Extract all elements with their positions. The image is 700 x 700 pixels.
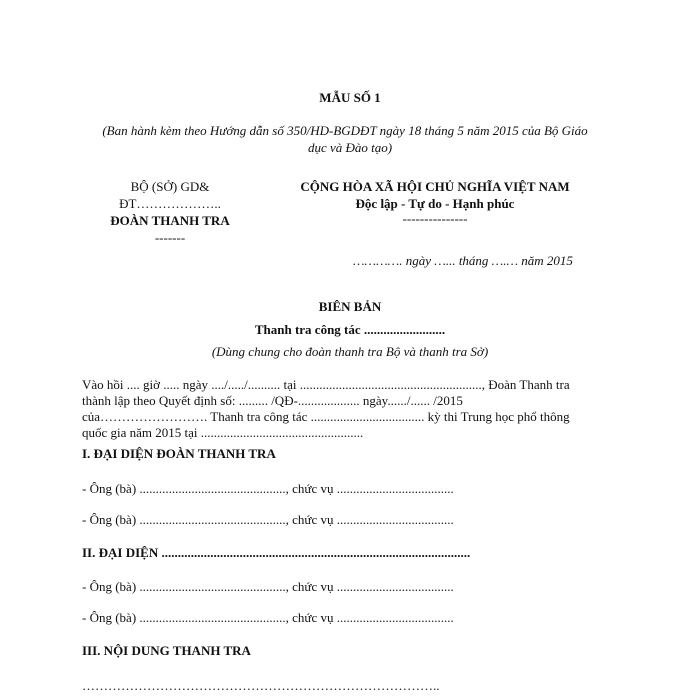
issued-note-line2: dục và Đào tạo) (307, 140, 393, 155)
section1-row: - Ông (bà) ............................................., chức vụ .................................... (82, 481, 454, 496)
section3-heading: III. NỘI DUNG THANH TRA (82, 643, 251, 658)
section2-heading: II. ĐẠI DIỆN ............................................................................................... (82, 545, 471, 560)
issued-note-line1: (Ban hành kèm theo Hướng dẫn số 350/HD-BGDĐT ngày 18 tháng 5 năm 2015 của Bộ Giáo (102, 123, 588, 138)
left-header-line1: BỘ (SỞ) GD& (130, 179, 210, 194)
intro-line1: Vào hồi .... giờ ..... ngày ..../...../.......... tại ........................................................, Đoàn Thanh tra (82, 377, 570, 392)
form-number: MẪU SỐ 1 (319, 90, 381, 105)
section1-row: - Ông (bà) ............................................., chức vụ .................................... (82, 512, 454, 527)
section2-row: - Ông (bà) ............................................., chức vụ .................................... (82, 610, 454, 625)
right-header-line1: CỘNG HÒA XÃ HỘI CHỦ NGHĨA VIỆT NAM (300, 179, 570, 194)
document-subtitle: Thanh tra công tác ......................... (254, 322, 446, 337)
right-header-line2: Độc lập - Tự do - Hạnh phúc (355, 196, 515, 211)
left-header-line2: ĐT……………….. (119, 196, 221, 211)
section1-heading: I. ĐẠI DIỆN ĐOÀN THANH TRA (82, 446, 276, 461)
left-header-line4: ------- (154, 230, 186, 245)
section3-line: ……………………………………………………………………….. (82, 678, 440, 693)
right-header-line3: --------------- (402, 211, 468, 226)
section2-row: - Ông (bà) ............................................., chức vụ .................................... (82, 579, 454, 594)
date-line: …………. ngày …... tháng ….… năm 2015 (353, 253, 573, 268)
left-header-line3: ĐOÀN THANH TRA (110, 213, 230, 228)
document-note: (Dùng chung cho đoàn thanh tra Bộ và thanh tra Sở) (211, 344, 489, 359)
intro-line3: của……………………. Thanh tra công tác ................................... kỳ thi Trung học phổ thông (82, 409, 570, 424)
document-title: BIÊN BẢN (318, 299, 382, 314)
intro-line2: thành lập theo Quyết định số: ......... /QĐ-................... ngày....../...... /2015 (82, 393, 463, 408)
intro-line4: quốc gia năm 2015 tại .................................................. (82, 425, 364, 440)
